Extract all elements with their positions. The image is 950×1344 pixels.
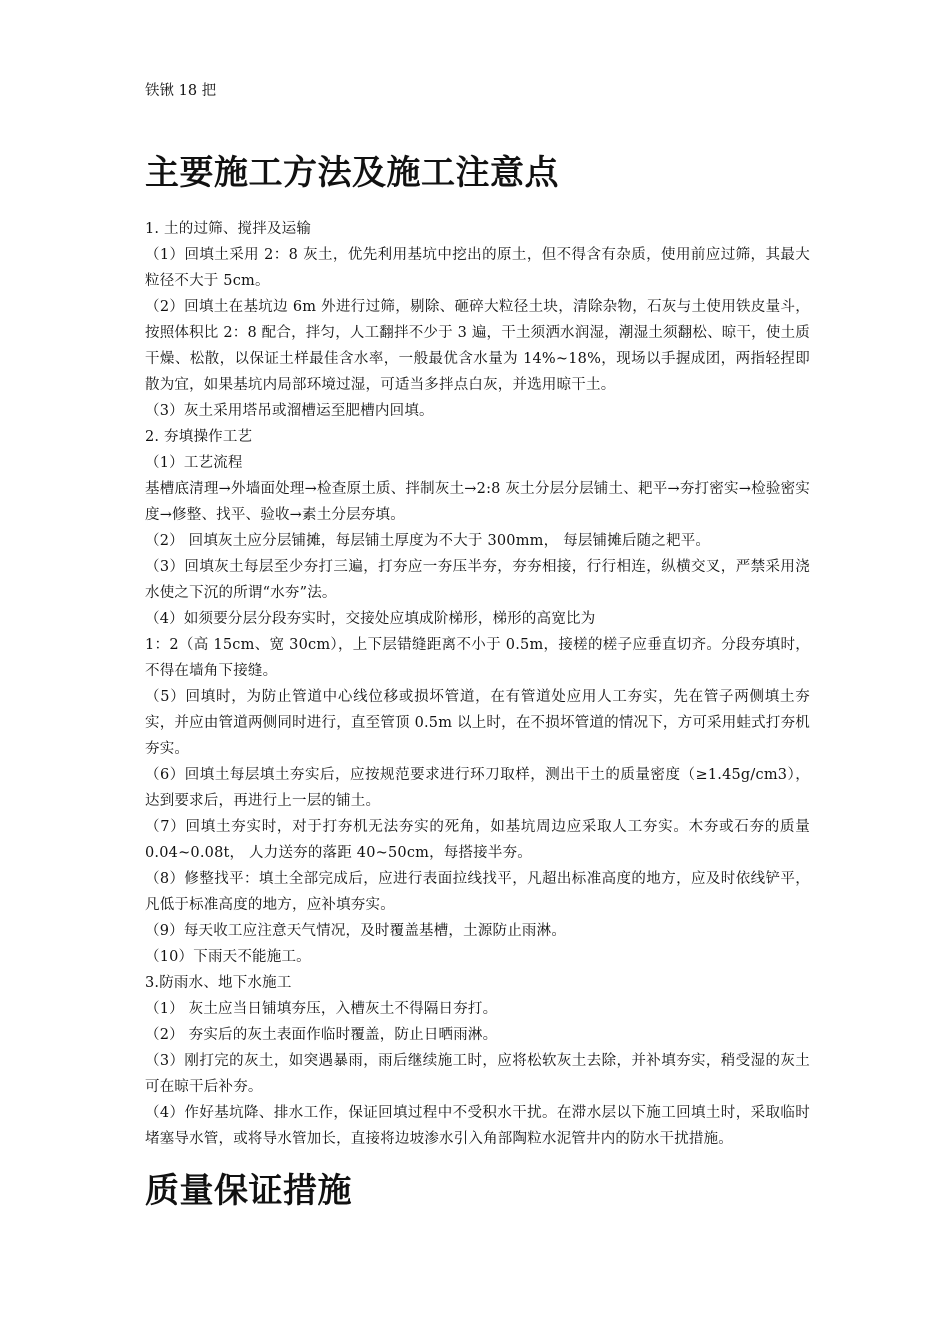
body-paragraph: （1） 灰土应当日铺填夯压，入槽灰土不得隔日夯打。 bbox=[145, 1001, 498, 1017]
body-paragraph: （3）刚打完的灰土，如突遇暴雨，雨后继续施工时，应将松软灰土去除，并补填夯实，稍受湿的灰土可在晾干后补夯。 bbox=[145, 1053, 810, 1095]
body-paragraph: （7）回填土夯实时，对于打夯机无法夯实的死角，如基坑周边应采取人工夯实。木夯或石夯的质量 0.04~0.08t， 人力送夯的落距 40~50cm，每搭接半夯。 bbox=[145, 819, 810, 861]
body-paragraph: （4）如须要分层分段夯实时，交接处应填成阶梯形，梯形的高宽比为 bbox=[145, 611, 596, 627]
body-paragraph: （2） 夯实后的灰土表面作临时覆盖，防止日晒雨淋。 bbox=[145, 1027, 498, 1043]
document-page bbox=[145, 78, 810, 1214]
body-paragraph: （10）下雨天不能施工。 bbox=[145, 949, 311, 965]
body-paragraph: （2）回填土在基坑边 6m 外进行过筛，剔除、砸碎大粒径土块，清除杂物，石灰与土使用铁皮量斗，按照体积比 2：8 配合，拌匀，人工翻拌不少于 3 遍，干土须洒水润湿，潮湿土须翻松、晾干，使土质干燥、松散，以保证土样最佳含水率，一般最优含水量为 14%~18%，现场以手握成团，两指轻捏即散为宜，如果基坑内局部环境过湿，可适当多拌点白灰，并选用晾干土。 bbox=[145, 299, 810, 393]
body-paragraph: （6）回填土每层填土夯实后，应按规范要求进行环刀取样，测出干土的质量密度（≥1.45g/cm3），达到要求后，再进行上一层的铺土。 bbox=[145, 767, 810, 809]
body-paragraph: （8）修整找平：填土全部完成后，应进行表面拉线找平，凡超出标准高度的地方，应及时依线铲平，凡低于标准高度的地方，应补填夯实。 bbox=[145, 871, 810, 913]
body-paragraph: （1）工艺流程 bbox=[145, 455, 243, 471]
section-heading-construction-methods: 主要施工方法及施工注意点 bbox=[145, 153, 559, 193]
body-paragraph: （1）回填土采用 2：8 灰土，优先利用基坑中挖出的原土，但不得含有杂质，使用前应过筛，其最大粒径不大于 5cm。 bbox=[145, 247, 810, 289]
body-paragraph: （4）作好基坑降、排水工作，保证回填过程中不受积水干扰。在滞水层以下施工回填土时，采取临时堵塞导水管，或将导水管加长，直接将边坡渗水引入角部陶粒水泥管井内的防水干扰措施。 bbox=[145, 1105, 810, 1147]
body-paragraph: 1. 土的过筛、搅拌及运输 bbox=[145, 221, 312, 237]
body-paragraph: （2） 回填灰土应分层铺摊，每层铺土厚度为不大于 300mm， 每层铺摊后随之耙平。 bbox=[145, 533, 711, 549]
section-heading-quality-assurance: 质量保证措施 bbox=[145, 1171, 352, 1211]
body-paragraph: （9）每天收工应注意天气情况，及时覆盖基槽，土源防止雨淋。 bbox=[145, 923, 567, 939]
body-paragraph: （5）回填时，为防止管道中心线位移或损坏管道，在有管道处应用人工夯实，先在管子两侧填土夯实，并应由管道两侧同时进行，直至管顶 0.5m 以上时，在不损坏管道的情况下，方可采用蛙式打夯机夯实。 bbox=[145, 689, 810, 757]
body-paragraph: （3）灰土采用塔吊或溜槽运至肥槽内回填。 bbox=[145, 403, 434, 419]
body-paragraph: （3）回填灰土每层至少夯打三遍，打夯应一夯压半夯，夯夯相接，行行相连，纵横交叉，严禁采用浇水使之下沉的所谓“水夯”法。 bbox=[145, 559, 810, 601]
body-paragraph: 基槽底清理→外墙面处理→检查原土质、拌制灰土→2:8 灰土分层分层铺土、耙平→夯打密实→检验密实度→修整、找平、验收→素土分层夯填。 bbox=[145, 481, 810, 523]
body-paragraph: 1：2（高 15cm、宽 30cm），上下层错缝距离不小于 0.5m，接槎的槎子应垂直切齐。分段夯填时，不得在墙角下接缝。 bbox=[145, 637, 810, 679]
tool-list-line: 铁锹 18 把 bbox=[145, 83, 217, 99]
body-paragraph: 2. 夯填操作工艺 bbox=[145, 429, 253, 445]
body-paragraph: 3.防雨水、地下水施工 bbox=[145, 975, 292, 991]
body-paragraphs bbox=[145, 216, 810, 1152]
